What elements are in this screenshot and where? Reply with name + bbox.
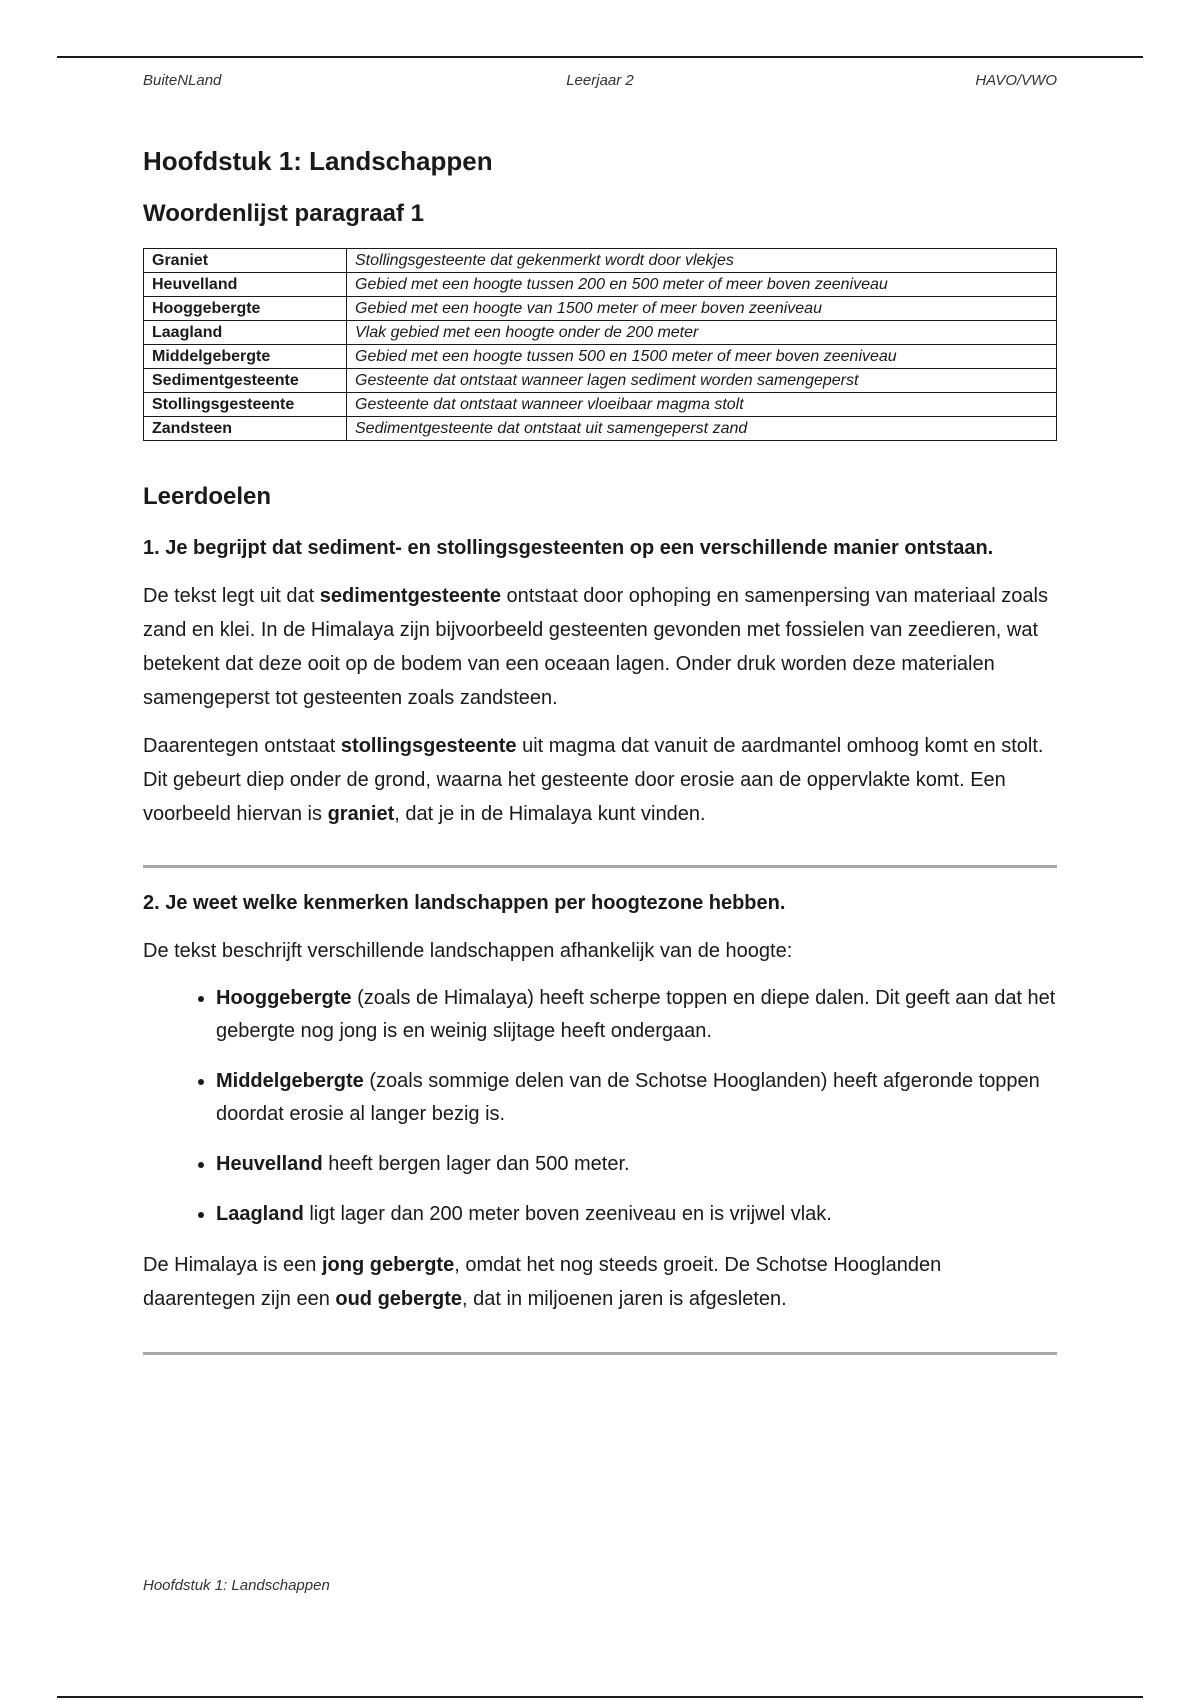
vocab-term: Hooggebergte [144,297,347,321]
vocab-definition: Vlak gebied met een hoogte onder de 200 meter [347,321,1057,345]
table-row [144,321,1057,345]
vocab-term: Stollingsgesteente [144,393,347,417]
text-span: , omdat het nog steeds groeit. De Schotse Hooglanden daarentegen zijn een [143,1254,942,1310]
vocab-definition: Gesteente dat ontstaat wanneer vloeibaar magma stolt [347,393,1057,417]
vocab-definition: Gebied met een hoogte tussen 500 en 1500 meter of meer boven zeeniveau [347,345,1057,369]
zone-text: ligt lager dan 200 meter boven zeeniveau en is vrijwel vlak. [303,1203,832,1225]
goal-2-intro: De tekst beschrijft verschillende landschappen afhankelijk van de hoogte: [143,940,793,962]
term-oud-gebergte: oud gebergte [335,1288,463,1310]
list-item [216,982,1057,1048]
table-row [144,273,1057,297]
header-publisher: BuiteNLand [143,72,222,89]
vocab-term: Heuvelland [144,273,347,297]
text-span: De tekst legt uit dat [143,585,320,607]
text-span: ontstaat door ophoping en samenpersing van materiaal zoals zand en klei. In de Himalaya zijn bijvoorbeeld gesteenten gevonden met fossielen van zeedieren, wat betekent dat deze ooit op de bodem van een oceaan lagen. Onder druk worden deze materialen samengeperst tot gesteenten zoals zandsteen. [143,585,1048,709]
vocab-term: Graniet [144,249,347,273]
header-rule [57,56,1143,58]
table-row [144,393,1057,417]
zone-list [143,982,1057,1231]
list-item [216,1148,1057,1181]
table-row [144,249,1057,273]
chapter-title: Hoofdstuk 1: Landschappen [143,146,493,176]
zone-text: (zoals de Himalaya) heeft scherpe toppen en diepe dalen. Dit geeft aan dat het gebergte nog jong is en weinig slijtage heeft ondergaan. [216,987,1056,1042]
vocab-table [143,248,1057,441]
term-stollingsgesteente: stollingsgesteente [340,735,517,757]
zone-text: heeft bergen lager dan 500 meter. [322,1153,630,1175]
footer-rule [57,1696,1143,1698]
text-span: De Himalaya is een [143,1254,322,1276]
table-row [144,417,1057,441]
page-content [143,140,1057,1355]
header-level: HAVO/VWO [975,72,1057,89]
table-row [144,297,1057,321]
vocab-term: Sedimentgesteente [144,369,347,393]
page-header [143,72,1057,92]
vocab-term: Laagland [144,321,347,345]
page-footer: Hoofdstuk 1: Landschappen [143,1577,330,1594]
term-graniet: graniet [327,803,395,825]
goal-2-title: 2. Je weet welke kenmerken landschappen per hoogtezone hebben. [143,892,786,914]
goal-1-paragraph-1 [143,579,1057,715]
vocab-term: Zandsteen [144,417,347,441]
header-year: Leerjaar 2 [566,72,634,89]
zone-term: Hooggebergte [216,987,352,1009]
vocab-definition: Gebied met een hoogte van 1500 meter of meer boven zeeniveau [347,297,1057,321]
leerdoelen-title: Leerdoelen [143,483,272,510]
text-span: uit magma dat vanuit de aardmantel omhoog komt en stolt. Dit gebeurt diep onder de grond, waarna het gesteente door erosie aan de oppervlakte komt. Een voorbeeld hiervan is [143,735,1044,825]
section-divider [143,865,1057,868]
term-sedimentgesteente: sedimentgesteente [319,585,501,607]
vocab-title: Woordenlijst paragraaf 1 [143,200,424,227]
vocab-term: Middelgebergte [144,345,347,369]
term-jong-gebergte: jong gebergte [321,1254,455,1276]
table-row [144,345,1057,369]
goal-1-title: 1. Je begrijpt dat sediment- en stollingsgesteenten op een verschillende manier ontstaan. [143,537,994,559]
vocab-definition: Sedimentgesteente dat ontstaat uit samengeperst zand [347,417,1057,441]
zone-term: Laagland [216,1203,304,1225]
zone-term: Heuvelland [216,1153,323,1175]
goal-2-outro [143,1248,1057,1316]
vocab-definition: Gebied met een hoogte tussen 200 en 500 meter of meer boven zeeniveau [347,273,1057,297]
list-item [216,1065,1057,1131]
text-span: , dat je in de Himalaya kunt vinden. [394,803,706,825]
text-span: Daarentegen ontstaat [143,735,341,757]
zone-text: (zoals sommige delen van de Schotse Hooglanden) heeft afgeronde toppen doordat erosie al langer bezig is. [216,1070,1040,1125]
vocab-definition: Stollingsgesteente dat gekenmerkt wordt door vlekjes [347,249,1057,273]
list-item [216,1198,1057,1231]
text-span: , dat in miljoenen jaren is afgesleten. [462,1288,787,1310]
zone-term: Middelgebergte [216,1070,364,1092]
goal-1-paragraph-2 [143,729,1057,831]
table-row [144,369,1057,393]
section-divider [143,1352,1057,1355]
vocab-definition: Gesteente dat ontstaat wanneer lagen sediment worden samengeperst [347,369,1057,393]
